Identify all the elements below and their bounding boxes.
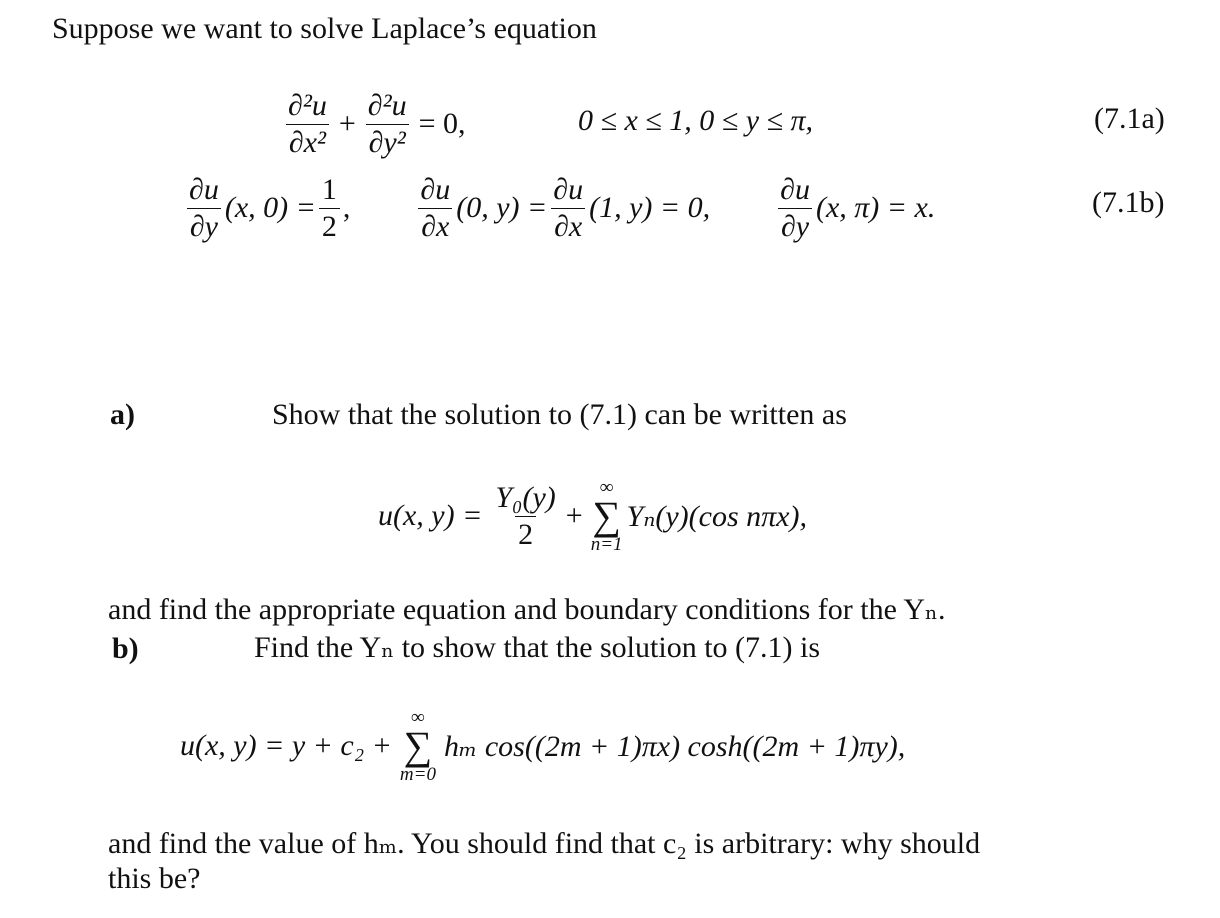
sum-upper-limit: ∞ [411,707,425,728]
part-b-after-text-line1: and find the value of hₘ. You should find that c₂ is arbitrary: why should [108,827,981,860]
du-dy-fraction [186,174,222,242]
bc2-argument: (0, y) = [456,191,548,224]
fraction-denominator: ∂x [418,208,452,243]
equals-zero: = 0, [418,107,466,140]
sum-upper-limit: ∞ [599,477,614,498]
part-b-after-text-line2: this be? [108,862,201,895]
du-dy-fraction [777,174,813,242]
fraction-numerator: ∂²u [288,89,327,122]
du-dx-fraction [550,174,586,242]
fraction-numerator: ∂u [780,173,810,206]
plus-sign: + [338,107,356,140]
sum-term: hₘ cos((2m + 1)πx) cosh((2m + 1)πy), [443,729,906,763]
fraction-denominator: ∂x [551,208,585,243]
summation-n [591,478,623,554]
bc3-argument: (1, y) = 0, [589,191,711,224]
d2u-dx2-fraction [285,90,330,158]
part-b-solution-equation [180,696,905,796]
sum-lower-limit: n=1 [590,534,623,555]
sum-term: Yₙ(y)(cos nπx), [626,499,807,533]
equation-7-1a-domain: 0 ≤ x ≤ 1, 0 ≤ y ≤ π, [578,104,814,137]
fraction-denominator: ∂y [187,208,221,243]
part-a-solution-equation [378,468,807,564]
fraction-denominator: 2 [515,516,536,551]
equation-7-1b [183,166,935,250]
fraction-numerator: Y₀(y) [495,481,556,514]
d2u-dy2-fraction [365,90,410,158]
part-b-text: Find the Yₙ to show that the solution to (7.1) is [254,631,821,664]
part-a-text: Show that the solution to (7.1) can be written as [272,398,847,431]
fraction-numerator: ∂u [553,173,584,206]
part-a-label: a) [110,398,135,431]
bc1-argument: (x, 0) = [224,191,316,224]
sigma-symbol: ∑ [403,723,433,768]
summation-m [400,708,436,784]
y0-over-2-fraction [492,482,558,550]
equation-tag-7-1b: (7.1b) [1092,186,1165,219]
du-dx-fraction [417,174,453,242]
equation-lhs: u(x, y) = [378,499,483,532]
sigma-symbol: ∑ [592,493,621,538]
equation-lhs: u(x, y) = y + c₂ + [180,729,392,762]
fraction-denominator: ∂y² [366,124,409,159]
part-a-after-text: and find the appropriate equation and boundary conditions for the Yₙ. [108,593,946,626]
fraction-numerator: ∂u [420,173,451,206]
comma: , [342,191,351,224]
bc4-argument: (x, π) = x. [815,191,936,224]
fraction-denominator: ∂x² [286,124,329,159]
equation-7-1a [282,82,466,166]
one-half-fraction [319,174,340,242]
fraction-denominator: 2 [319,208,340,243]
intro-text: Suppose we want to solve Laplace’s equation [52,12,597,45]
plus-sign: + [565,499,583,532]
sum-lower-limit: m=0 [399,764,436,785]
fraction-numerator: 1 [321,173,337,206]
fraction-denominator: ∂y [778,208,812,243]
equation-tag-7-1a: (7.1a) [1094,102,1165,135]
fraction-numerator: ∂²u [367,89,407,122]
fraction-numerator: ∂u [189,173,219,206]
part-b-label: b) [112,632,139,665]
